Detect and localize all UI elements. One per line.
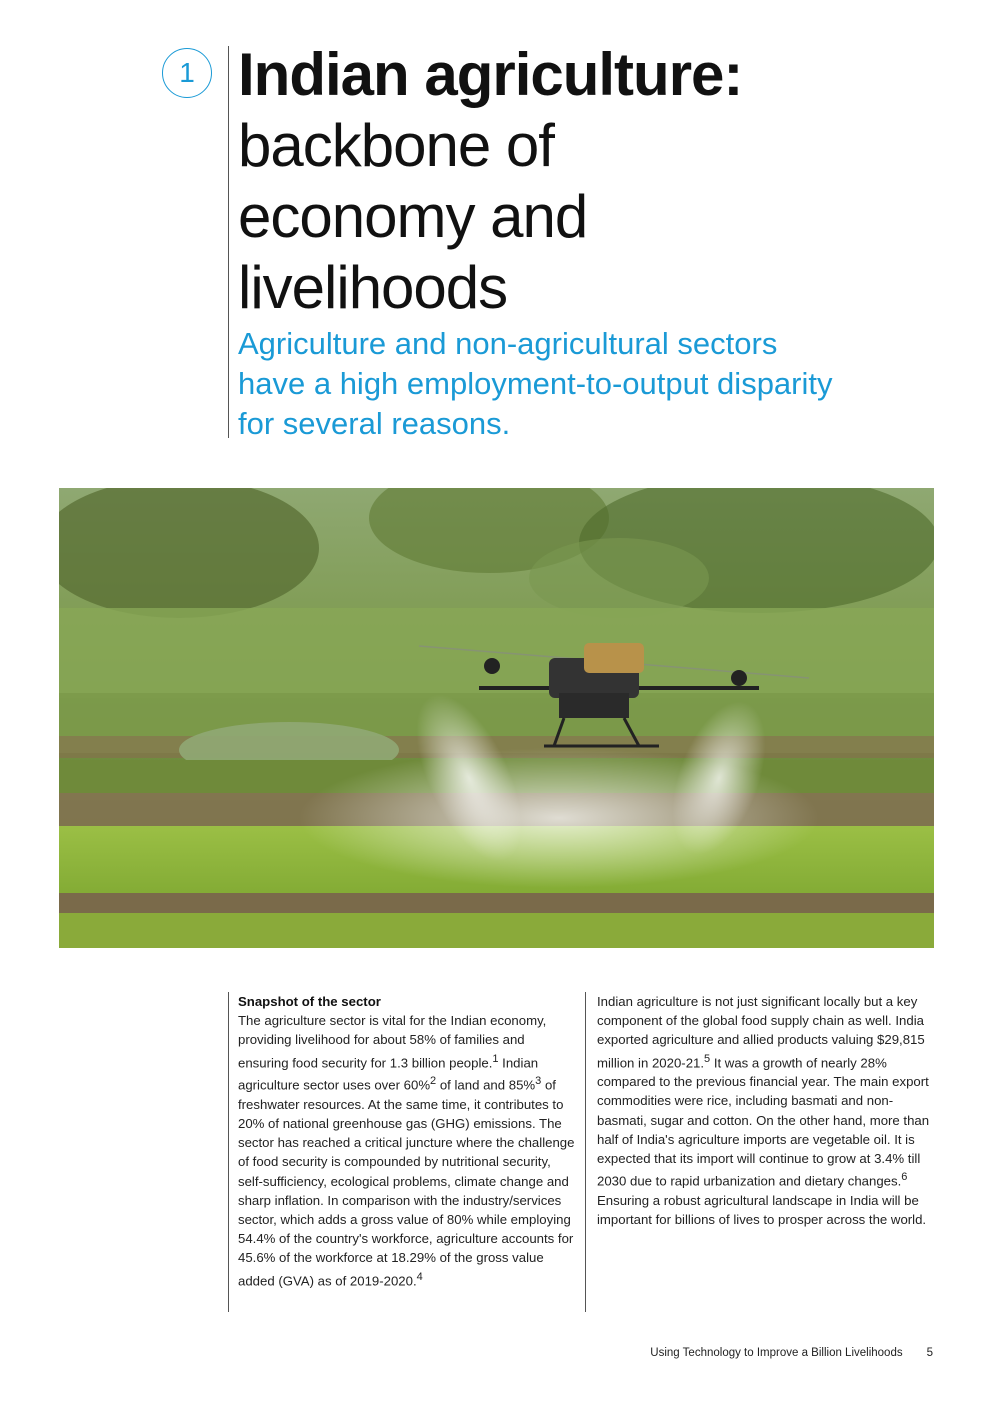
footnote-ref: 4: [416, 1270, 423, 1283]
footnote-ref: 2: [430, 1075, 437, 1088]
footnote-ref: 6: [901, 1171, 908, 1184]
paragraph-text: Indian agriculture sector uses over 60%: [238, 1055, 539, 1093]
left-column: [238, 992, 578, 1290]
title-bold-line: Indian agriculture:: [238, 41, 743, 108]
right-column-rule: [585, 992, 586, 1312]
chapter-number-badge: [162, 48, 212, 98]
title-divider: [228, 46, 229, 438]
right-column: [597, 992, 937, 1229]
drone-field-illustration: [59, 488, 934, 948]
footnote-ref: 1: [492, 1052, 499, 1065]
title-line-3: livelihoods: [238, 254, 508, 321]
hero-image: [59, 488, 934, 948]
paragraph-text: It was a growth of nearly 28% compared to the previous financial year. The main export commodities were rice, including basmati and non-basmati, sugar and cotton. On the other hand, more than half of India's agriculture imports are vegetable oil. It is expected that its import will continue to grow at 3.4% till 2030 due to rapid urbanization and dietary changes.: [597, 1055, 930, 1189]
footnote-ref: 5: [704, 1052, 711, 1065]
title-line-1: backbone of: [238, 112, 554, 179]
paragraph-text: Ensuring a robust agricultural landscape in India will be important for billions of lives to prosper across the world.: [597, 1192, 927, 1228]
footer-title: Using Technology to Improve a Billion Livelihoods: [650, 1347, 903, 1359]
title-line-2: economy and: [238, 183, 588, 250]
paragraph-text: Indian agriculture is not just significant locally but a key component of the global food supply chain as well. India exported agriculture and allied products valuing $29,815 million in 2020-21.: [597, 994, 925, 1070]
footnote-ref: 3: [535, 1075, 542, 1088]
paragraph-text: of freshwater resources. At the same time, it contributes to 20% of national greenhouse gas (GHG) emissions. The sector has reached a critical juncture where the challenge of food security is compounded by nutritional security, self-sufficiency, ecological problems, climate change and sharp inflation. In comparison with the industry/services sector, which adds a gross value of 80% while employing 54.4% of the country's workforce, agriculture accounts for 45.6% of the workforce at 18.29% of the gross value added (GVA) as of 2019-2020.: [238, 1077, 575, 1289]
left-column-rule: [228, 992, 229, 1312]
paragraph-text: of land and 85%: [436, 1077, 536, 1093]
chapter-number: 1: [179, 57, 195, 88]
section-heading: Snapshot of the sector: [238, 994, 381, 1009]
paragraph-text: The agriculture sector is vital for the Indian economy, providing livelihood for about 58% of families and ensuring food security for 1.3 billion people.: [238, 1013, 547, 1070]
subtitle: Agriculture and non-agricultural sectors have a high employment-to-output disparity for several reasons.: [238, 326, 833, 441]
page-footer: [650, 1347, 933, 1359]
page-number: 5: [926, 1347, 933, 1359]
page-title: [238, 40, 898, 323]
